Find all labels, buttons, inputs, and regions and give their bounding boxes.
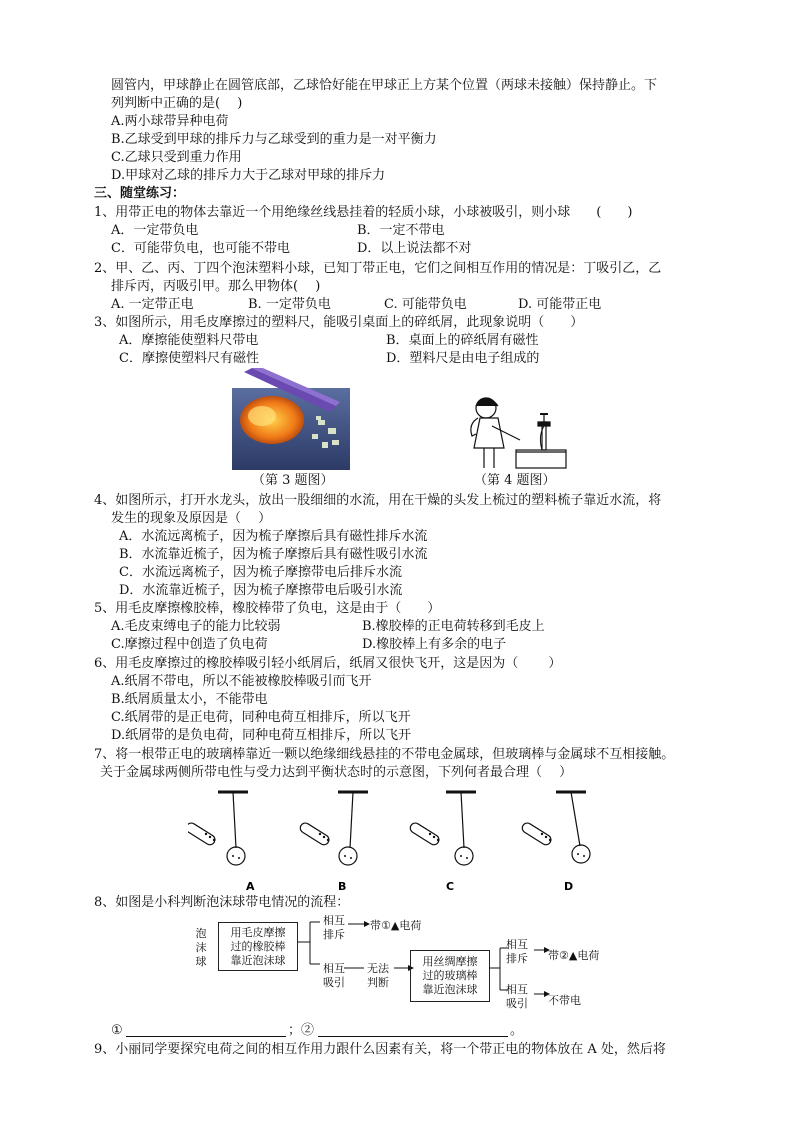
option: A.毛皮束缚电子的能力比较弱 [111, 619, 281, 634]
option: B. 一定带负电 [248, 297, 331, 312]
blank-end: 。 [510, 1023, 524, 1038]
flow-attract-1: 相互 吸引 [323, 962, 345, 989]
option: B.纸屑质量太小，不能带电 [111, 692, 268, 707]
option: C.摩擦过程中创造了负电荷 [111, 637, 268, 652]
question-stem: 8、如图是小科判断泡沫球带电情况的流程： [94, 895, 350, 910]
question-stem: 3、如图所示，用毛皮摩擦过的塑料尺，能吸引桌面上的碎纸屑，此现象说明（ ） [94, 315, 584, 330]
flow-repel-2: 相互 排斥 [506, 938, 528, 965]
figure-caption: （第 3 题图） [252, 473, 334, 488]
blank-label-1: ① [111, 1023, 123, 1038]
section-title: 三、随堂练习： [94, 186, 186, 201]
option: B.橡胶棒的正电荷转移到毛皮上 [362, 619, 545, 634]
question-stem: 5、用毛皮摩擦橡胶棒，橡胶棒带了负电，这是由于（ ） [94, 601, 441, 616]
text-line: 圆管内，甲球静止在圆管底部，乙球恰好能在甲球正上方某个位置（两球未接触）保持静止。下 [111, 78, 658, 93]
option-label-d: D [564, 880, 574, 893]
pendulum-options-figure [188, 784, 608, 896]
option: D.橡胶棒上有多余的电子 [362, 637, 507, 652]
option: C．摩擦使塑料尺有磁性 [119, 351, 259, 366]
option: D．以上说法都不对 [357, 241, 472, 256]
question-stem: 9、小丽同学要探究电荷之间的相互作用力跟什么因素有关，将一个带正电的物体放在 A 处，然后将 [94, 1042, 666, 1057]
blank-label-2: ；② [288, 1023, 315, 1038]
flow-result-2: 带②▲电荷 [548, 949, 600, 962]
ruler-paper-photo [232, 368, 350, 470]
question-stem: 4、如图所示，打开水龙头，放出一股细细的水流，用在干燥的头发上梳过的塑料梳子靠近水流，将 [94, 493, 662, 508]
flow-result-1: 带①▲电荷 [370, 919, 422, 932]
option: B．桌面上的碎纸屑有磁性 [386, 333, 539, 348]
option: C.纸屑带的是正电荷，同种电荷互相排斥，所以飞开 [111, 710, 411, 725]
option: C.乙球只受到重力作用 [111, 150, 242, 165]
flow-result-3: 不带电 [548, 994, 581, 1007]
question-stem: 排斥丙，丙吸引甲。那么甲物体( ) [111, 279, 321, 294]
answer-blank-1[interactable] [126, 1036, 286, 1037]
option: B．水流靠近梳子，因为梳子摩擦后具有磁性吸引水流 [119, 547, 428, 562]
option: B.乙球受到甲球的排斥力与乙球受到的重力是一对平衡力 [111, 132, 437, 147]
question-stem: 发生的现象及原因是（ ） [111, 511, 272, 526]
flow-undecided: 无法 判断 [367, 962, 389, 989]
figure-caption: （第 4 题图） [474, 473, 556, 488]
option: C．可能带负电，也可能不带电 [111, 241, 290, 256]
question-stem: 6、用毛皮摩擦过的橡胶棒吸引轻小纸屑后，纸屑又很快飞开，这是因为（ ） [94, 656, 562, 671]
option: A. 一定带正电 [111, 297, 194, 312]
question-stem: 1、用带正电的物体去靠近一个用绝缘丝线悬挂着的轻质小球，小球被吸引，则小球 ( ) [94, 205, 633, 220]
option: C. 可能带负电 [384, 297, 467, 312]
answer-blank-2[interactable] [318, 1036, 508, 1037]
flow-attract-2: 相互 吸引 [506, 983, 528, 1010]
option-label-c: C [446, 880, 455, 893]
text-line: 列判断中正确的是( ) [111, 96, 243, 111]
option: D．塑料尺是由电子组成的 [386, 351, 540, 366]
flow-box-glass-rod: 用丝绸摩擦 过的玻璃棒 靠近泡沫球 [410, 950, 490, 1002]
flow-foam-ball: 泡 沫 球 [195, 927, 207, 968]
question-stem: 2、甲、乙、丙、丁四个泡沫塑料小球，已知丁带正电，它们之间相互作用的情况是：丁吸引乙，乙 [94, 261, 662, 276]
option: A.纸屑不带电，所以不能被橡胶棒吸引而飞开 [111, 674, 372, 689]
question-stem: 7、将一根带正电的玻璃棒靠近一颗以绝缘细线悬挂的不带电金属球，但玻璃棒与金属球不互相接触。 [94, 747, 675, 762]
option: C．水流远离梳子，因为梳子摩擦带电后排斥水流 [119, 565, 402, 580]
option: D.甲球对乙球的排斥力大于乙球对甲球的排斥力 [111, 168, 386, 183]
option: D.纸屑带的是负电荷，同种电荷互相排斥，所以飞开 [111, 728, 412, 743]
option: D．水流靠近梳子，因为梳子摩擦带电后吸引水流 [119, 583, 403, 598]
option: A.两小球带异种电荷 [111, 114, 229, 129]
option: A．摩擦能使塑料尺带电 [119, 333, 259, 348]
flow-box-rubber-rod: 用毛皮摩擦 过的橡胶棒 靠近泡沫球 [218, 922, 298, 971]
option-label-b: B [338, 880, 347, 893]
flow-repel-1: 相互 排斥 [323, 914, 345, 941]
question-stem: 关于金属球两侧所带电性与受力达到平衡状态时的示意图，下列何者最合理（ ） [100, 765, 573, 780]
option: D. 可能带正电 [518, 297, 602, 312]
option: B．一定不带电 [357, 223, 445, 238]
girl-faucet-figure [458, 392, 570, 470]
option-label-a: A [246, 880, 255, 893]
option: A．水流远离梳子，因为梳子摩擦后具有磁性排斥水流 [119, 529, 428, 544]
option: A．一定带负电 [111, 223, 199, 238]
